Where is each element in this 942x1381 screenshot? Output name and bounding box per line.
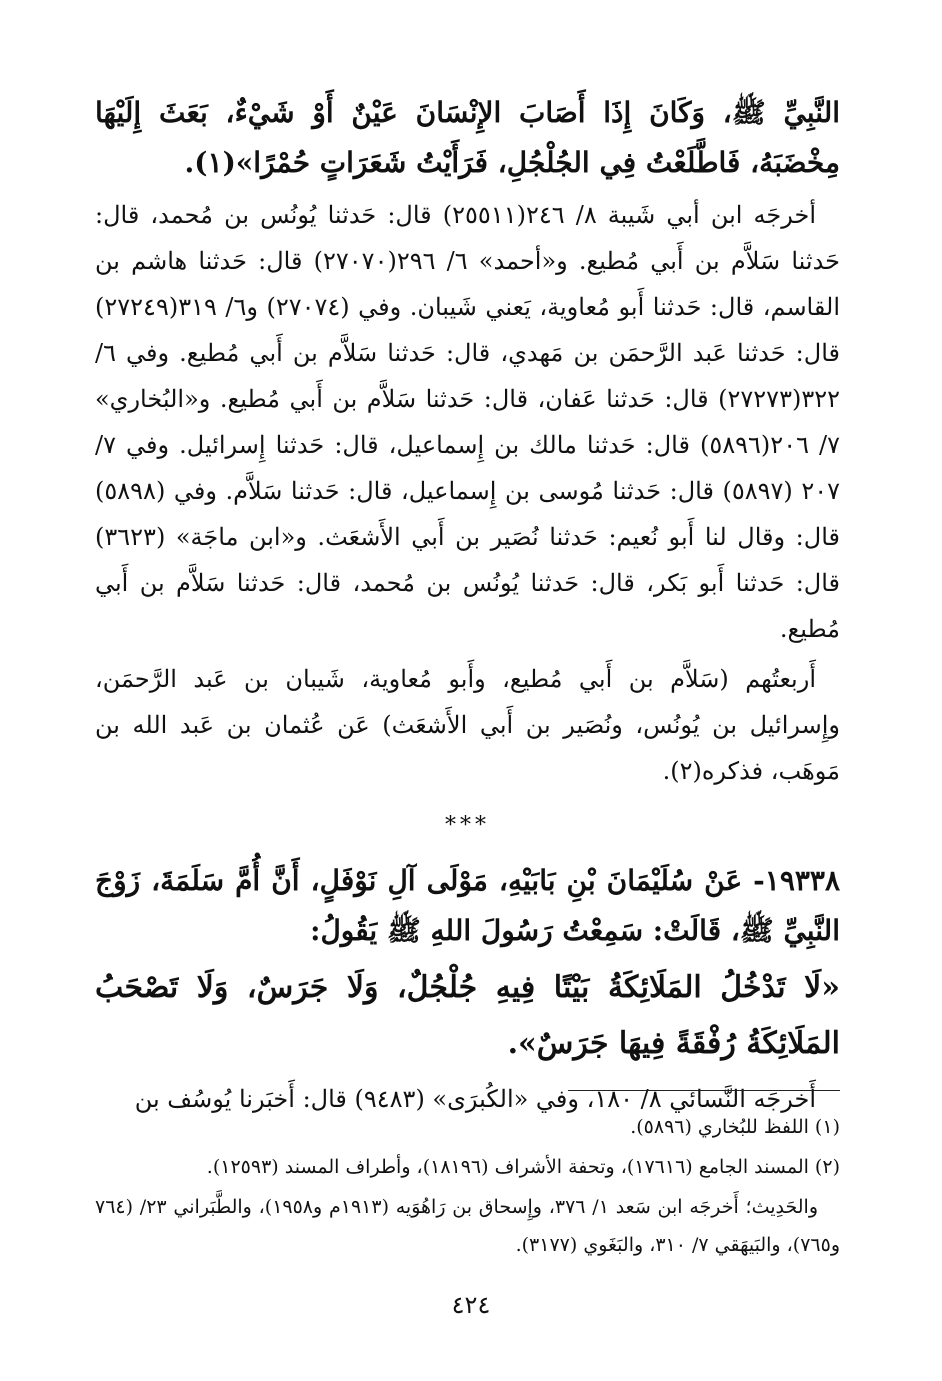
footnote-2-continuation: والحَدِيث؛ أَخرجَه ابن سَعد ١/ ٣٧٦، وإِسحاق بن رَاهُوَيه (١٩١٣م و١٩٥٨)، والطَّبَراني ٢٣/ (٧٦٤ و٧٦٥)، والبَيهَقي ٧/ ٣١٠، والبَغَوي (٣١٧٧). [95,1196,840,1256]
footnote-2: (٢) المسند الجامع (١٧٦١٦)، وتحفة الأشراف (١٨١٩٦)، وأطراف المسند (١٢٥٩٣). [206,1156,840,1178]
takhrij-paragraph: أخرجَه ابن أبي شَيبة ٨/ ٢٤٦(٢٥٥١١) قال: حَدثنا يُونُس بن مُحمد، قال: حَدثنا سَلاَّم بن أَبي مُطيع. و«أحمد» ٦/ ٢٩٦(٢٧٠٧٠) قال: حَدثنا هاشم بن القاسم، قال: حَدثنا أَبو مُعاوية، يَعني شَيبان. وفي (٢٧٠٧٤) و٦/ ٣١٩(٢٧٢٤٩) قال: حَدثنا عَبد الرَّحمَن بن مَهدي، قال: حَدثنا سَلاَّم بن أَبي مُطيع. وفي ٦/ ٣٢٢(٢٧٢٧٣) قال: حَدثنا عَفان، قال: حَدثنا سَلاَّم بن أَبي مُطيع. و«البُخاري» ٧/ ٢٠٦(٥٨٩٦) قال: حَدثنا مالك بن إِسماعيل، قال: حَدثنا إِسرائيل. وفي ٧/ ٢٠٧ (٥٨٩٧) قال: حَدثنا مُوسى بن إِسماعيل، قال: حَدثنا سَلاَّم. وفي (٥٨٩٨) قال: وقال لنا أَبو نُعيم: حَدثنا نُصَير بن أَبي الأَشعَث. و«ابن ماجَة» (٣٦٢٣) قال: حَدثنا أَبو بَكر، قال: حَدثنا يُونُس بن مُحمد، قال: حَدثنا سَلاَّم بن أَبي مُطيع. [95,201,841,643]
hadith-header: ١٩٣٣٨- عَنْ سُلَيْمَانَ بْنِ بَابَيْهِ، مَوْلَى آلِ نَوْفَلٍ، أَنَّ أُمَّ سَلَمَةَ، زَوْجَ النَّبِيِّ ﷺ، قَالَتْ: سَمِعْتُ رَسُولَ اللهِ ﷺ يَقُولُ: [95,864,840,947]
section-separator: *** [445,813,490,838]
page-number: ٤٢٤ [451,1291,491,1319]
footnote-divider [568,1090,840,1091]
hadith-continuation: النَّبِيِّ ﷺ، وَكَانَ إِذَا أَصَابَ الإِنْسَانَ عَيْنٌ أَوْ شَيْءٌ، بَعَثَ إِلَيْهَا مِخْضَبَهُ، فَاطَّلَعْتُ فِي الجُلْجُلِ، فَرَأَيْتُ شَعَرَاتٍ حُمْرًا»(١). [95,96,840,179]
footnotes [95,1108,840,1266]
main-text [95,88,840,1126]
footnote-1: (١) اللفظ للبُخاري (٥٨٩٦). [630,1116,840,1138]
hadith-text: «لَا تَدْخُلُ المَلَائِكَةُ بَيْتًا فِيهِ جُلْجُلٌ، وَلَا جَرَسٌ، وَلَا تَصْحَبُ المَلَائِكَةُ رُفْقَةً فِيهَا جَرَسٌ». [95,970,840,1061]
closing-takhrij: أَخرجَه النَّسائي ٨/ ١٨٠، وفي «الكُبرَى» (٩٤٨٣) قال: أَخبَرنا يُوسُف بن [134,1085,816,1113]
narrators-summary: أَربعتُهم (سَلاَّم بن أَبي مُطيع، وأَبو مُعاوية، شَيبان بن عَبد الرَّحمَن، وإِسرائيل بن يُونُس، ونُصَير بن أَبي الأَشعَث) عَن عُثمان بن عَبد الله بن مَوهَب، فذكره(٢). [95,665,840,785]
